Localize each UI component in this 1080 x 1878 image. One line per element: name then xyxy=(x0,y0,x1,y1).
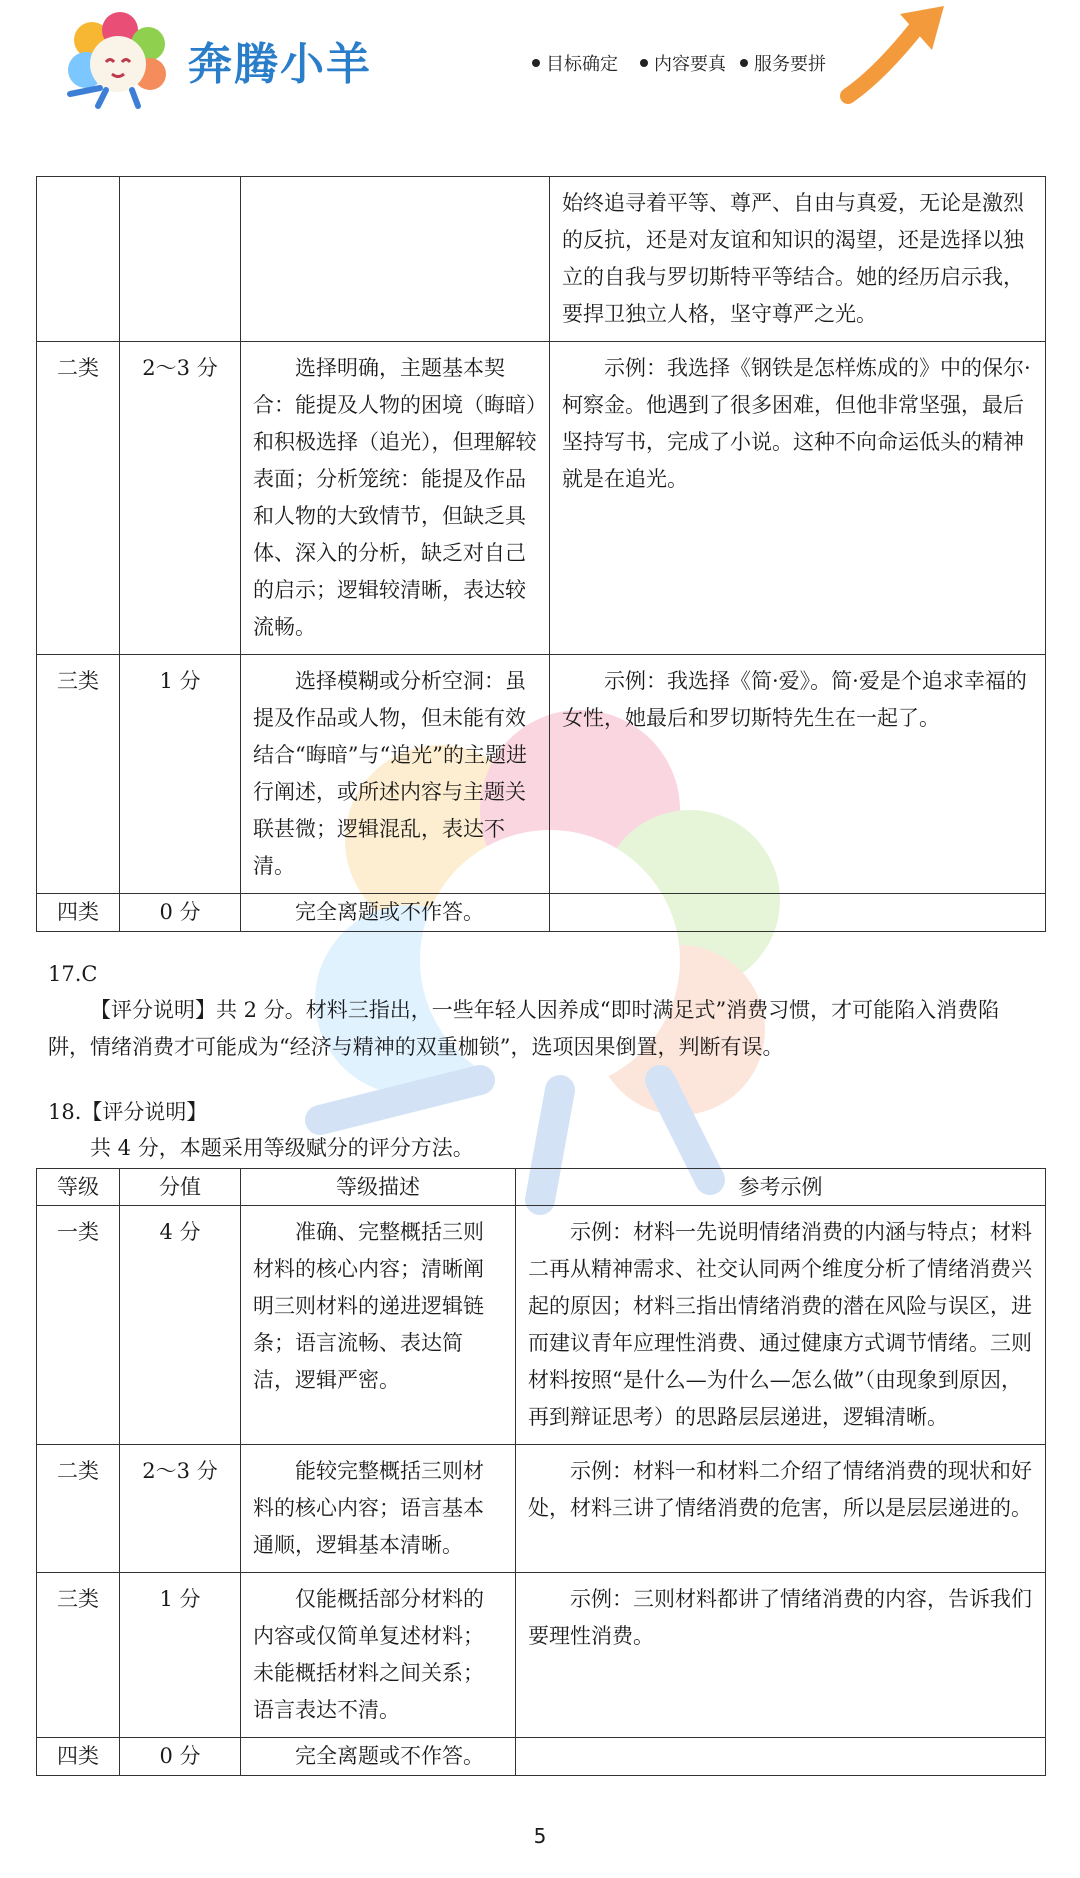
q18-intro: 共 4 分，本题采用等级赋分的评分方法。 xyxy=(90,1136,474,1160)
grade-level-cell xyxy=(37,177,120,342)
grade-score-cell: 1 分 xyxy=(120,655,241,894)
grade-score-cell: 2～3 分 xyxy=(120,1445,241,1573)
grade-example-cell: 始终追寻着平等、尊严、自由与真爱，无论是激烈的反抗，还是对友谊和知识的渴望，还是选择以独立的自我与罗切斯特平等结合。她的经历启示我，要捍卫独立人格，坚守尊严之光。 xyxy=(550,177,1046,342)
grade-example-cell xyxy=(550,894,1046,932)
table-row xyxy=(37,1206,1046,1445)
tagline-service: 服务要拼 xyxy=(740,50,826,76)
page-number: 5 xyxy=(533,1824,547,1848)
grade-score-cell: 0 分 xyxy=(120,894,241,932)
grading-table-18 xyxy=(36,1168,1046,1776)
grade-example-cell: 示例：三则材料都讲了情绪消费的内容，告诉我们要理性消费。 xyxy=(516,1573,1046,1738)
grade-desc-cell: 完全离题或不作答。 xyxy=(241,894,550,932)
table-row xyxy=(37,1573,1046,1738)
orange-arrow-icon xyxy=(840,4,950,104)
grade-level-cell: 一类 xyxy=(37,1206,120,1445)
grade-level-cell: 四类 xyxy=(37,1738,120,1776)
header-example: 参考示例 xyxy=(516,1169,1046,1206)
q17-title: 17.C xyxy=(48,962,98,986)
grade-level-cell: 三类 xyxy=(37,655,120,894)
page-header xyxy=(0,0,1080,130)
table-row xyxy=(37,655,1046,894)
q17-explanation: 【评分说明】共 2 分。材料三指出，一些年轻人因养成“即时满足式”消费习惯，才可能陷入消费陷阱，情绪消费才可能成为“经济与精神的双重枷锁”，选项因果倒置，判断有误。 xyxy=(48,998,1000,1059)
tagline-content: 内容要真 xyxy=(640,50,726,76)
grade-desc-cell: 完全离题或不作答。 xyxy=(241,1738,516,1776)
grade-example-cell: 示例：我选择《简·爱》。简·爱是个追求幸福的女性，她最后和罗切斯特先生在一起了。 xyxy=(550,655,1046,894)
grade-example-cell: 示例：我选择《钢铁是怎样炼成的》中的保尔·柯察金。他遇到了很多困难，但他非常坚强，最后坚持写书，完成了小说。这种不向命运低头的精神就是在追光。 xyxy=(550,342,1046,655)
brand-name: 奔腾小羊 xyxy=(188,39,372,90)
header-level: 等级 xyxy=(37,1169,120,1206)
table-row xyxy=(37,342,1046,655)
grade-example-cell xyxy=(516,1738,1046,1776)
grade-score-cell: 2～3 分 xyxy=(120,342,241,655)
grade-level-cell: 三类 xyxy=(37,1573,120,1738)
grade-score-cell: 1 分 xyxy=(120,1573,241,1738)
grade-level-cell: 四类 xyxy=(37,894,120,932)
table-row xyxy=(37,177,1046,342)
grade-score-cell xyxy=(120,177,241,342)
grade-desc-cell: 仅能概括部分材料的内容或仅简单复述材料；未能概括材料之间关系；语言表达不清。 xyxy=(241,1573,516,1738)
table-row xyxy=(37,894,1046,932)
grade-desc-cell: 选择模糊或分析空洞：虽提及作品或人物，但未能有效结合“晦暗”与“追光”的主题进行阐述，或所述内容与主题关联甚微；逻辑混乱，表达不清。 xyxy=(241,655,550,894)
table-row xyxy=(37,1738,1046,1776)
grade-level-cell: 二类 xyxy=(37,342,120,655)
sheep-logo-icon xyxy=(58,10,178,120)
grade-desc-cell: 选择明确，主题基本契合：能提及人物的困境（晦暗）和积极选择（追光），但理解较表面；分析笼统：能提及作品和人物的大致情节，但缺乏具体、深入的分析，缺乏对自己的启示；逻辑较清晰，表达较流畅。 xyxy=(241,342,550,655)
grade-example-cell: 示例：材料一和材料二介绍了情绪消费的现状和好处，材料三讲了情绪消费的危害，所以是层层递进的。 xyxy=(516,1445,1046,1573)
grade-example-cell: 示例：材料一先说明情绪消费的内涵与特点；材料二再从精神需求、社交认同两个维度分析了情绪消费兴起的原因；材料三指出情绪消费的潜在风险与误区，进而建议青年应理性消费、通过健康方式调节情绪。三则材料按照“是什么—为什么—怎么做”（由现象到原因，再到辩证思考）的思路层层递进，逻辑清晰。 xyxy=(516,1206,1046,1445)
grade-score-cell: 0 分 xyxy=(120,1738,241,1776)
grade-desc-cell: 能较完整概括三则材料的核心内容；语言基本通顺，逻辑基本清晰。 xyxy=(241,1445,516,1573)
header-score: 分值 xyxy=(120,1169,241,1206)
grade-desc-cell xyxy=(241,177,550,342)
tagline-goal: 目标确定 xyxy=(532,50,618,76)
grade-desc-cell: 准确、完整概括三则材料的核心内容；清晰阐明三则材料的递进逻辑链条；语言流畅、表达简洁，逻辑严密。 xyxy=(241,1206,516,1445)
q18-title: 18.【评分说明】 xyxy=(48,1100,208,1124)
grade-score-cell: 4 分 xyxy=(120,1206,241,1445)
header-desc: 等级描述 xyxy=(241,1169,516,1206)
table-row xyxy=(37,1445,1046,1573)
table-header-row xyxy=(37,1169,1046,1206)
grading-table-16-continued xyxy=(36,176,1046,932)
grade-level-cell: 二类 xyxy=(37,1445,120,1573)
